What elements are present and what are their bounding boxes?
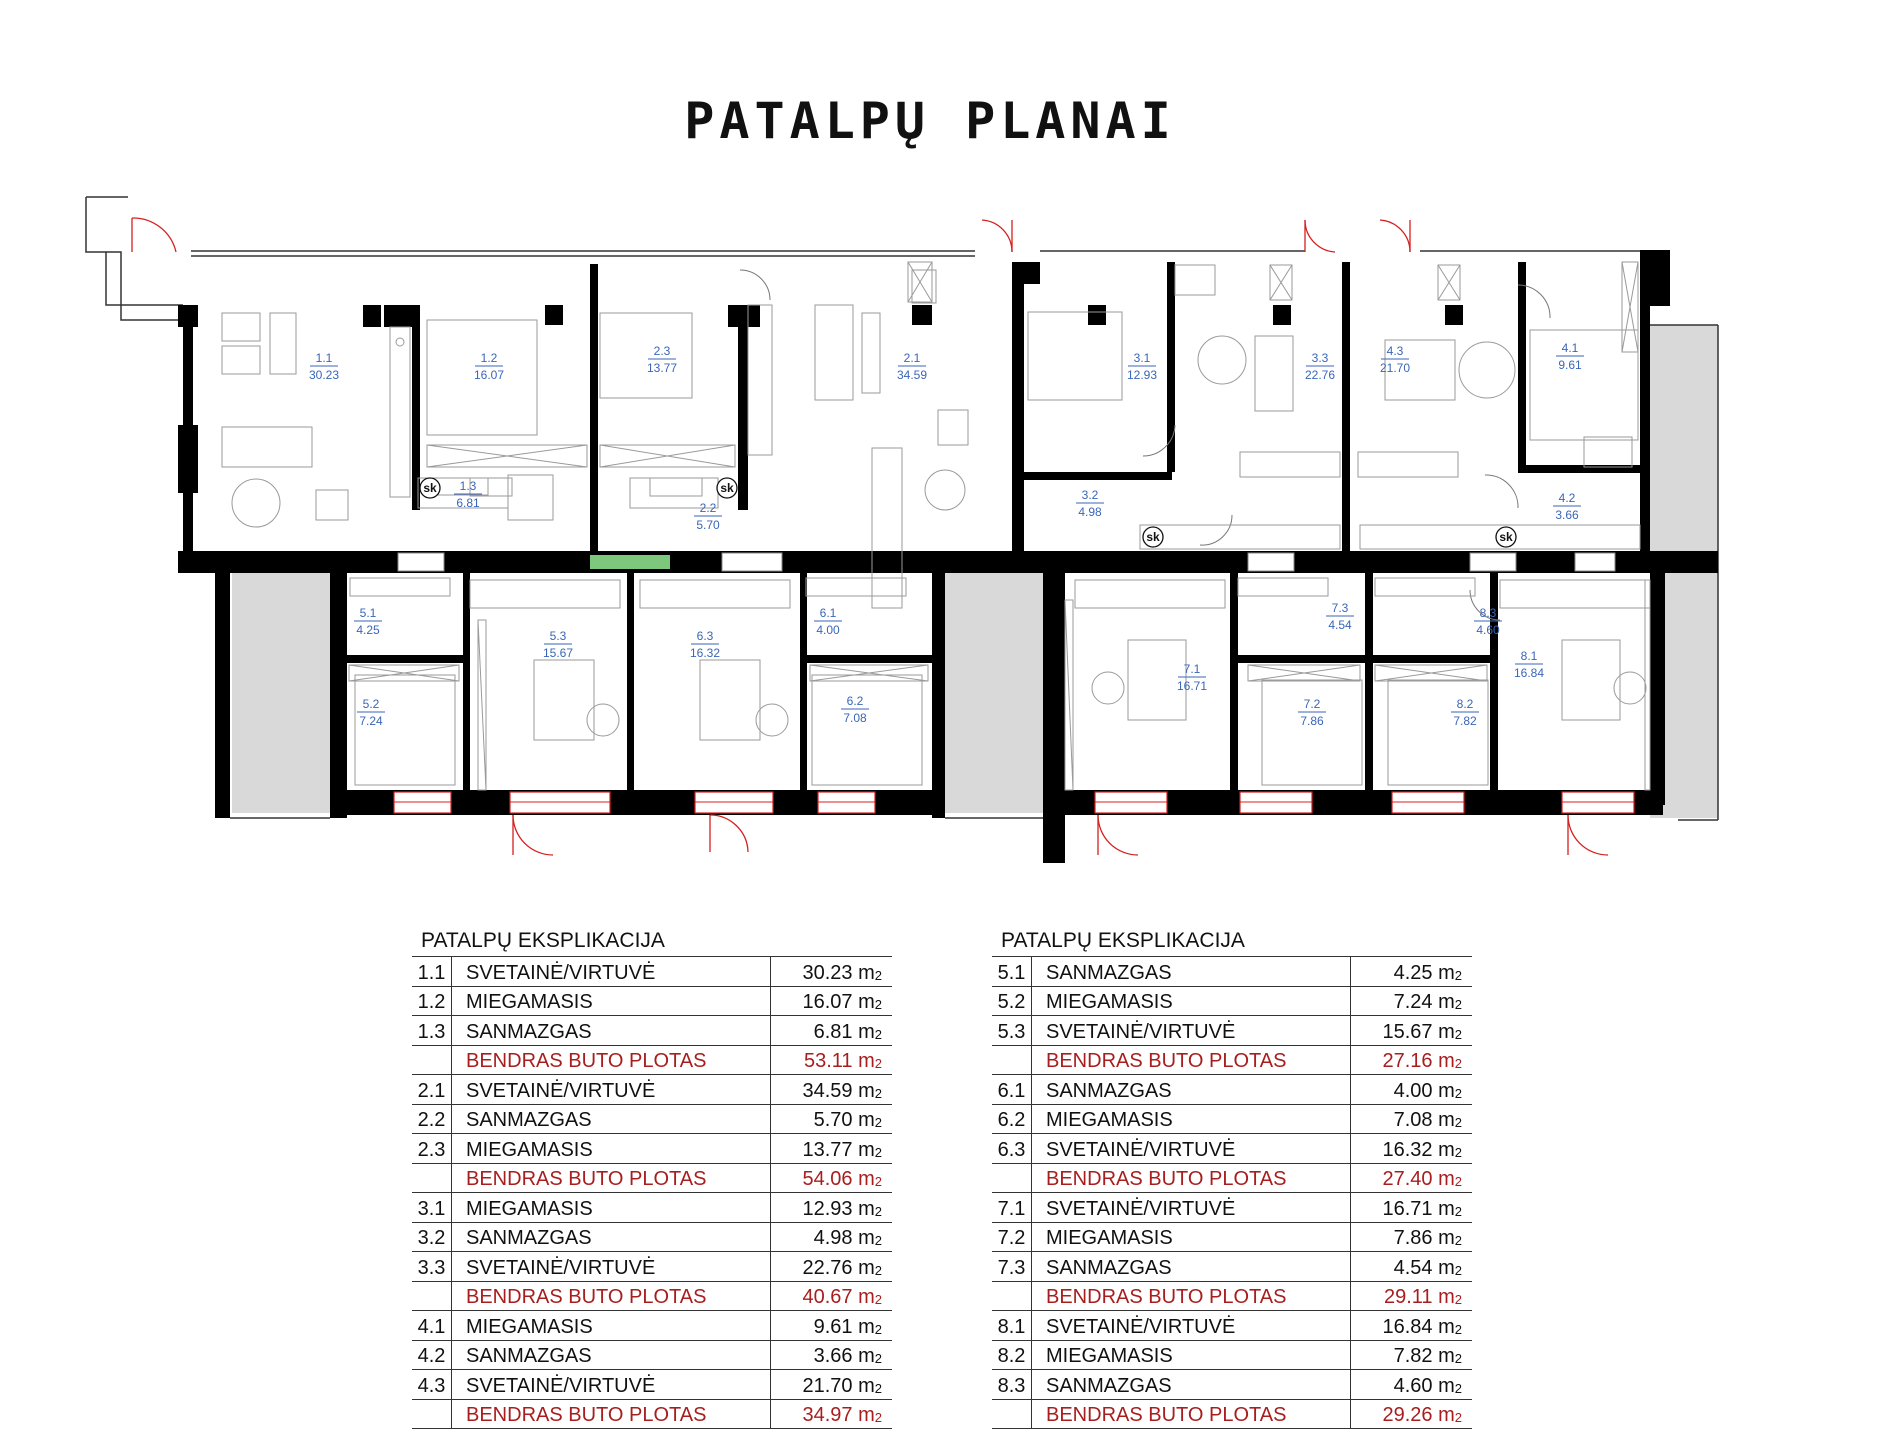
room-area-cell: 29.26 m $^2$ [1382, 1404, 1462, 1426]
sk-marker-label: sk [1499, 530, 1513, 544]
room-area-cell: 21.70 m $^2$ [802, 1374, 882, 1397]
table-row [992, 1193, 1472, 1223]
room-name-cell: SVETAINĖ/VIRTUVĖ [1032, 1193, 1351, 1222]
table-row [992, 1134, 1472, 1164]
room-area: 9.61 [1558, 358, 1582, 372]
room-number-cell: 4.3 [412, 1370, 452, 1399]
room-number-cell: 6.3 [992, 1134, 1032, 1163]
room-name-cell: MIEGAMASIS [1032, 1105, 1351, 1134]
room-area: 6.81 [456, 496, 480, 510]
room-area: 7.08 [843, 711, 867, 725]
room-name-cell: MIEGAMASIS [1032, 987, 1351, 1016]
room-number: 3.1 [1133, 351, 1151, 365]
explication-table-left [412, 926, 892, 1429]
room-name-cell: MIEGAMASIS [452, 1134, 771, 1163]
sk-marker-label: sk [423, 481, 437, 495]
room-name-cell: MIEGAMASIS [1032, 1341, 1351, 1370]
room-name-cell: SVETAINĖ/VIRTUVĖ [452, 1370, 771, 1399]
room-area: 34.59 [896, 368, 928, 382]
room-number-cell [992, 1400, 1032, 1429]
room-area-cell: 7.24 m $^2$ [1393, 991, 1462, 1013]
room-area: 16.32 [689, 646, 721, 660]
total-row [412, 1282, 892, 1312]
room-area: 15.67 [542, 646, 574, 660]
sk-marker-label: sk [1146, 530, 1160, 544]
room-number: 2.1 [903, 351, 921, 365]
room-area: 7.82 [1453, 714, 1477, 728]
room-area: 30.23 [308, 368, 340, 382]
room-area: 3.66 [1555, 508, 1579, 522]
doors [132, 218, 1608, 855]
room-number-cell [992, 1046, 1032, 1075]
room-area: 7.86 [1300, 714, 1324, 728]
sk-marker-label: sk [720, 481, 734, 495]
room-name-cell: BENDRAS BUTO PLOTAS [1032, 1400, 1351, 1429]
table-body [992, 956, 1472, 1429]
room-name-cell: SVETAINĖ/VIRTUVĖ [452, 1075, 771, 1104]
room-area: 4.25 [356, 623, 380, 637]
table-row [412, 1341, 892, 1371]
table-row [992, 1311, 1472, 1341]
table-row [992, 1016, 1472, 1046]
table-row [992, 1370, 1472, 1400]
room-number-cell: 8.2 [992, 1341, 1032, 1370]
room-number: 4.2 [1558, 491, 1576, 505]
total-row [412, 1400, 892, 1430]
room-number-cell: 1.3 [412, 1016, 452, 1045]
room-area-cell: 16.32 m $^2$ [1382, 1138, 1462, 1161]
room-number-cell: 7.1 [992, 1193, 1032, 1222]
room-name-cell: SVETAINĖ/VIRTUVĖ [1032, 1134, 1351, 1163]
room-name-cell: BENDRAS BUTO PLOTAS [1032, 1164, 1351, 1193]
table-row [412, 1105, 892, 1135]
table-row [412, 1016, 892, 1046]
room-area: 5.70 [696, 518, 720, 532]
table-row [412, 956, 892, 987]
total-row [992, 1400, 1472, 1430]
room-area-cell: 15.67 m $^2$ [1382, 1020, 1462, 1043]
room-number: 3.2 [1081, 488, 1099, 502]
room-number: 4.3 [1386, 344, 1404, 358]
room-number-cell [992, 1164, 1032, 1193]
room-area-cell: 4.60 m $^2$ [1393, 1374, 1462, 1397]
table-row [992, 956, 1472, 987]
room-area-cell: 30.23 m $^2$ [802, 961, 882, 984]
room-number-cell [992, 1282, 1032, 1311]
room-number: 8.3 [1479, 606, 1497, 620]
room-area-cell: 22.76 m $^2$ [802, 1256, 882, 1279]
total-row [412, 1046, 892, 1076]
room-area: 16.84 [1513, 666, 1545, 680]
room-area-cell: 3.66 m $^2$ [813, 1345, 882, 1367]
room-number: 8.1 [1520, 649, 1538, 663]
room-area-cell: 27.16 m $^2$ [1382, 1050, 1462, 1072]
room-area-cell: 29.11 m $^2$ [1383, 1286, 1462, 1308]
room-area-cell: 4.25 m $^2$ [1393, 961, 1462, 984]
room-number-cell [412, 1164, 452, 1193]
room-area: 4.60 [1476, 623, 1500, 637]
room-area: 4.54 [1328, 618, 1352, 632]
room-number-cell [412, 1400, 452, 1429]
room-area-cell: 54.06 m $^2$ [802, 1168, 882, 1190]
room-number: 1.2 [480, 351, 498, 365]
room-number-cell: 6.2 [992, 1105, 1032, 1134]
room-area-cell: 40.67 m $^2$ [802, 1286, 882, 1308]
room-number: 3.3 [1311, 351, 1329, 365]
room-number-cell: 6.1 [992, 1075, 1032, 1104]
room-area: 22.76 [1304, 368, 1336, 382]
total-row [992, 1046, 1472, 1076]
room-name-cell: BENDRAS BUTO PLOTAS [452, 1046, 771, 1075]
total-row [412, 1164, 892, 1194]
page-title: PATALPŲ PLANAI [684, 92, 1176, 150]
room-name-cell: BENDRAS BUTO PLOTAS [1032, 1282, 1351, 1311]
table-heading: PATALPŲ EKSPLIKACIJA [1001, 929, 1245, 952]
table-row [992, 1341, 1472, 1371]
room-number-cell: 2.1 [412, 1075, 452, 1104]
room-name-cell: BENDRAS BUTO PLOTAS [1032, 1046, 1351, 1075]
room-area: 12.93 [1126, 368, 1158, 382]
room-area-cell: 34.97 m $^2$ [802, 1404, 882, 1426]
table-row [992, 1223, 1472, 1253]
room-name-cell: SVETAINĖ/VIRTUVĖ [1032, 1016, 1351, 1045]
room-number-cell: 7.2 [992, 1223, 1032, 1252]
room-number-cell: 7.3 [992, 1252, 1032, 1281]
room-area-cell: 7.82 m $^2$ [1393, 1345, 1462, 1367]
table-row [412, 1311, 892, 1341]
table-row [412, 987, 892, 1017]
explication-table-right [992, 926, 1472, 1429]
room-name-cell: MIEGAMASIS [452, 1193, 771, 1222]
room-area-cell: 27.40 m $^2$ [1382, 1168, 1462, 1190]
room-number: 5.2 [362, 697, 380, 711]
room-name-cell: BENDRAS BUTO PLOTAS [452, 1164, 771, 1193]
room-number: 7.3 [1331, 601, 1349, 615]
room-number-cell: 8.1 [992, 1311, 1032, 1340]
room-area-cell: 13.77 m $^2$ [802, 1138, 882, 1161]
green-opening [590, 555, 670, 569]
room-number: 5.1 [359, 606, 377, 620]
room-name-cell: SANMAZGAS [1032, 957, 1351, 986]
room-number-cell: 2.2 [412, 1105, 452, 1134]
room-number: 5.3 [549, 629, 567, 643]
room-name-cell: MIEGAMASIS [452, 987, 771, 1016]
room-name-cell: MIEGAMASIS [452, 1311, 771, 1340]
room-number-cell: 2.3 [412, 1134, 452, 1163]
room-number: 8.2 [1456, 697, 1474, 711]
room-name-cell: BENDRAS BUTO PLOTAS [452, 1282, 771, 1311]
room-area: 4.00 [816, 623, 840, 637]
room-number: 4.1 [1561, 341, 1579, 355]
table-row [992, 1105, 1472, 1135]
room-area: 7.24 [359, 714, 383, 728]
room-area-cell: 4.98 m $^2$ [813, 1227, 882, 1249]
room-name-cell: BENDRAS BUTO PLOTAS [452, 1400, 771, 1429]
room-number-cell: 1.2 [412, 987, 452, 1016]
room-area-cell: 16.71 m $^2$ [1382, 1197, 1462, 1220]
total-row [992, 1164, 1472, 1194]
room-name-cell: SANMAZGAS [452, 1223, 771, 1252]
table-row [992, 1075, 1472, 1105]
room-area: 16.71 [1176, 679, 1208, 693]
room-number: 6.1 [819, 606, 837, 620]
room-name-cell: SANMAZGAS [1032, 1075, 1351, 1104]
room-name-cell: SANMAZGAS [452, 1105, 771, 1134]
room-name-cell: SANMAZGAS [1032, 1370, 1351, 1399]
room-number: 2.3 [653, 344, 671, 358]
room-area-cell: 34.59 m $^2$ [802, 1079, 882, 1102]
room-number-cell: 1.1 [412, 957, 452, 986]
room-area-cell: 4.54 m $^2$ [1393, 1256, 1462, 1279]
room-area-cell: 4.00 m $^2$ [1393, 1079, 1462, 1102]
table-row [412, 1370, 892, 1400]
table-body [412, 956, 892, 1429]
room-name-cell: SVETAINĖ/VIRTUVĖ [1032, 1311, 1351, 1340]
table-row [412, 1223, 892, 1253]
room-number-cell: 5.1 [992, 957, 1032, 986]
table-row [412, 1134, 892, 1164]
table-row [412, 1193, 892, 1223]
room-area-cell: 7.86 m $^2$ [1393, 1227, 1462, 1249]
room-name-cell: SANMAZGAS [1032, 1252, 1351, 1281]
sk-markers [420, 478, 1516, 547]
room-name-cell: SVETAINĖ/VIRTUVĖ [452, 1252, 771, 1281]
room-number-cell: 5.2 [992, 987, 1032, 1016]
room-number-cell: 3.1 [412, 1193, 452, 1222]
room-area-cell: 12.93 m $^2$ [802, 1197, 882, 1220]
table-row [412, 1075, 892, 1105]
room-number-cell: 8.3 [992, 1370, 1032, 1399]
total-row [992, 1282, 1472, 1312]
room-number: 7.1 [1183, 662, 1201, 676]
room-area-cell: 53.11 m $^2$ [803, 1050, 882, 1072]
room-number: 1.3 [459, 479, 477, 493]
room-number: 2.2 [699, 501, 717, 515]
room-area-cell: 16.07 m $^2$ [802, 991, 882, 1013]
room-area: 21.70 [1379, 361, 1411, 375]
room-number: 6.2 [846, 694, 864, 708]
table-row [412, 1252, 892, 1282]
room-number-cell: 3.3 [412, 1252, 452, 1281]
room-number-cell: 4.2 [412, 1341, 452, 1370]
room-number: 7.2 [1303, 697, 1321, 711]
room-area-cell: 16.84 m $^2$ [1382, 1315, 1462, 1338]
room-number: 6.3 [696, 629, 714, 643]
room-name-cell: SANMAZGAS [452, 1341, 771, 1370]
table-heading: PATALPŲ EKSPLIKACIJA [421, 929, 665, 952]
room-area: 16.07 [473, 368, 505, 382]
table-row [992, 1252, 1472, 1282]
room-area-cell: 5.70 m $^2$ [813, 1109, 882, 1131]
room-number-cell [412, 1046, 452, 1075]
room-name-cell: SVETAINĖ/VIRTUVĖ [452, 957, 771, 986]
room-area-cell: 7.08 m $^2$ [1393, 1109, 1462, 1131]
table-row [992, 987, 1472, 1017]
room-area-cell: 6.81 m $^2$ [813, 1020, 882, 1043]
room-number-cell: 3.2 [412, 1223, 452, 1252]
room-area: 4.98 [1078, 505, 1102, 519]
room-area-cell: 9.61 m $^2$ [813, 1315, 882, 1338]
room-number: 1.1 [315, 351, 333, 365]
room-name-cell: MIEGAMASIS [1032, 1223, 1351, 1252]
room-number-cell: 4.1 [412, 1311, 452, 1340]
room-number-cell [412, 1282, 452, 1311]
room-number-cell: 5.3 [992, 1016, 1032, 1045]
room-area: 13.77 [646, 361, 678, 375]
room-name-cell: SANMAZGAS [452, 1016, 771, 1045]
